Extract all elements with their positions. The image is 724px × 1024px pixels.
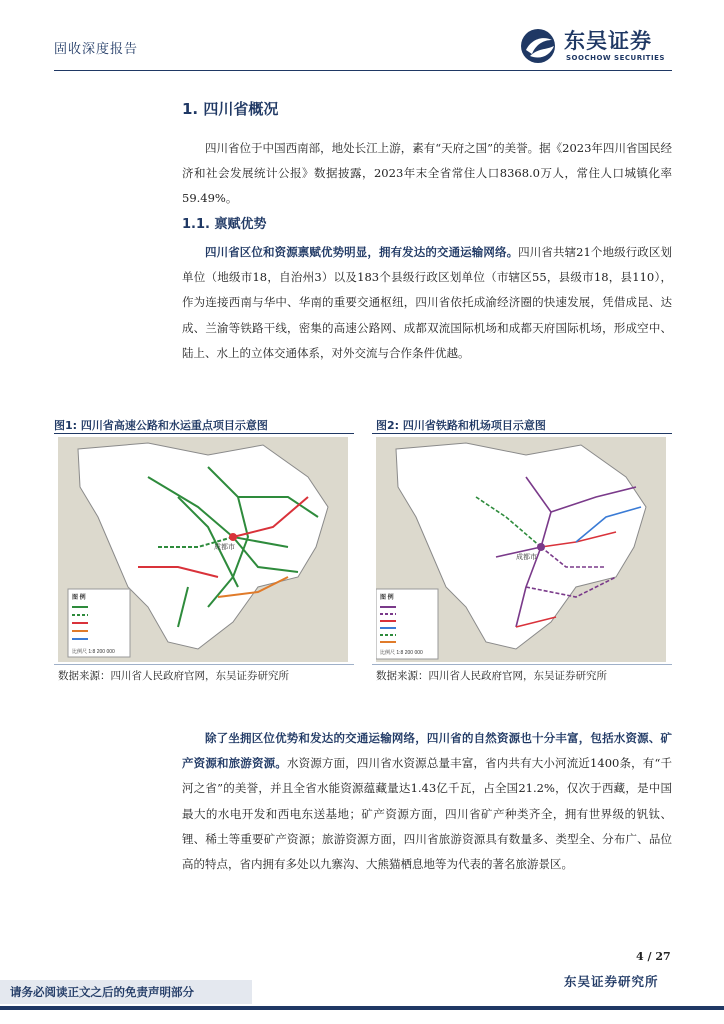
figure2-bottom-rule: [372, 664, 672, 665]
figure1-title: 图1: 四川省高速公路和水运重点项目示意图: [54, 419, 268, 432]
figure1-legend-title: 图 例: [72, 595, 86, 601]
soochow-logo-icon: [520, 28, 560, 64]
logo-chinese-name: 东吴证券: [564, 29, 652, 53]
paragraph-body: 四川省共辖21个地级行政区划单位（地级市18，自治州3）以及183个县级行政区划单位（市辖区55，县级市18，县110），作为连接西南与华中、华南的重要交通枢纽，四川省依托成渝经济圈的快速发展，凭借成昆、达成、兰渝等铁路干线，密集的高速公路网、成都双流国际机场和成都天府国际机场，形成空中、陆上、水上的立体交通体系，对外交流与合作条件优越。: [182, 245, 672, 360]
page-number: 4 / 27: [636, 950, 671, 963]
figure2-scale-label: 比例尺 1:8 200 000: [380, 650, 423, 656]
figure1-source: 数据来源：四川省人民政府官网，东吴证券研究所: [58, 670, 289, 682]
paragraph-lead: 除了坐拥区位优势和发达的交通运输网络，四川省的自然资源也十分丰富，包括水资源、矿产资源和旅游资源。: [182, 731, 672, 771]
header-divider: [54, 70, 672, 71]
figure2-title: 图2: 四川省铁路和机场项目示意图: [376, 419, 546, 432]
footer-spacer: [0, 1011, 724, 1024]
figure2-railway-map: [376, 437, 666, 662]
figure2-map-city-label: 成都市: [516, 554, 537, 561]
paragraph-location-advantage: [182, 240, 672, 366]
paragraph-natural-resources: [182, 726, 672, 877]
research-institute-label: 东吴证券研究所: [564, 974, 659, 989]
figure2-top-rule: [372, 433, 672, 434]
figure2-source: 数据来源：四川省人民政府官网，东吴证券研究所: [376, 670, 607, 682]
footer-divider: [0, 1006, 724, 1010]
intro-paragraph: 四川省位于中国西南部，地处长江上游，素有“天府之国”的美誉。据《2023年四川省国民经济和社会发展统计公报》数据披露，2023年末全省常住人口8368.0万人，常住人口城镇化率59.49%。: [182, 141, 672, 206]
figure2-legend-title: 图 例: [380, 595, 394, 601]
figure1-top-rule: [54, 433, 354, 434]
brokerage-logo: [520, 28, 670, 64]
report-type-label: 固收深度报告: [54, 42, 139, 57]
disclaimer-text: 请务必阅读正文之后的免责声明部分: [10, 985, 194, 999]
figure1-map-city-label: 成都市: [214, 544, 235, 551]
logo-english-name: SOOCHOW SECURITIES: [566, 54, 665, 62]
paragraph-lead: 四川省区位和资源禀赋优势明显，拥有发达的交通运输网络。: [205, 245, 519, 259]
section-heading: 1. 四川省概况: [182, 100, 279, 118]
figure1-scale-label: 比例尺 1:8 200 000: [72, 649, 115, 655]
figure1-highway-map: [58, 437, 348, 662]
paragraph-body: 水资源方面，四川省水资源总量丰富，省内共有大小河流近1400条，有“千河之省”的美誉，并且全省水能资源蕴藏量达1.43亿千瓦，占全国21.2%，仅次于西藏，是中国最大的水电开发和西电东送基地；矿产资源方面，四川省矿产种类齐全，拥有世界级的钒钛、锂、稀土等重要矿产资源；旅游资源方面，四川省旅游资源具有数量多、类型全、分布广、品位高的特点，省内拥有多处以九寨沟、大熊猫栖息地等为代表的著名旅游景区。: [182, 756, 672, 872]
figure1-bottom-rule: [54, 664, 354, 665]
sub-heading: 1.1. 禀赋优势: [182, 217, 267, 232]
